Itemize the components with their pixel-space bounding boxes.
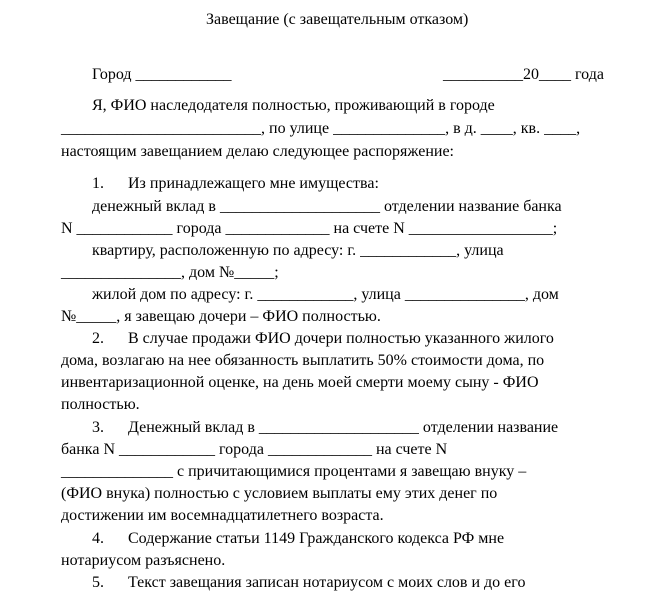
paragraph-line: квартиру, расположенную по адресу: г. ____________, улица (92, 242, 504, 259)
clause-4-heading: 4. Содержание статьи 1149 Гражданского кодекса РФ мне (92, 530, 505, 547)
date-field: __________20____ года (443, 66, 604, 83)
document-title: Завещание (с завещательным отказом) (206, 11, 469, 28)
paragraph-line: банка N ____________ города _____________ на счете N (61, 441, 448, 458)
paragraph-line: инвентаризационной оценке, на день моей смерти моему сыну - ФИО (61, 374, 539, 391)
paragraph-line: полностью. (61, 396, 140, 413)
clause-3-heading: 3. Денежный вклад в ____________________ отделении название (92, 419, 559, 436)
paragraph-line: №_____, я завещаю дочери – ФИО полностью. (61, 308, 381, 325)
clause-5-heading: 5. Текст завещания записан нотариусом с моих слов и до его (92, 574, 526, 591)
paragraph-line: настоящим завещанием делаю следующее распоряжение: (61, 143, 454, 160)
paragraph-line: N ____________ города _____________ на счете N __________________; (61, 220, 558, 237)
paragraph-line: денежный вклад в ____________________ отделении название банка (92, 198, 562, 215)
paragraph-line: (ФИО внука) полностью с условием выплаты ему этих денег по (61, 485, 498, 502)
paragraph-line: ______________ с причитающимися процентами я завещаю внуку – (61, 463, 527, 480)
paragraph-line: дома, возлагаю на нее обязанность выплатить 50% стоимости дома, по (61, 352, 545, 369)
paragraph-line: достижении им восемнадцатилетнего возраста. (61, 507, 384, 524)
clause-1-heading: 1. Из принадлежащего мне имущества: (92, 175, 379, 192)
paragraph-line: _______________, дом №_____; (61, 264, 279, 281)
paragraph-line: _________________________, по улице ______________, в д. ____, кв. ____, (61, 120, 581, 137)
paragraph-line: Я, ФИО наследодателя полностью, проживающий в городе (92, 97, 495, 114)
paragraph-line: нотариусом разъяснено. (61, 552, 226, 569)
city-field: Город ____________ (92, 66, 232, 83)
paragraph-line: жилой дом по адресу: г. ____________, улица _______________, дом (92, 286, 559, 303)
clause-2-heading: 2. В случае продажи ФИО дочери полностью указанного жилого (92, 330, 554, 347)
